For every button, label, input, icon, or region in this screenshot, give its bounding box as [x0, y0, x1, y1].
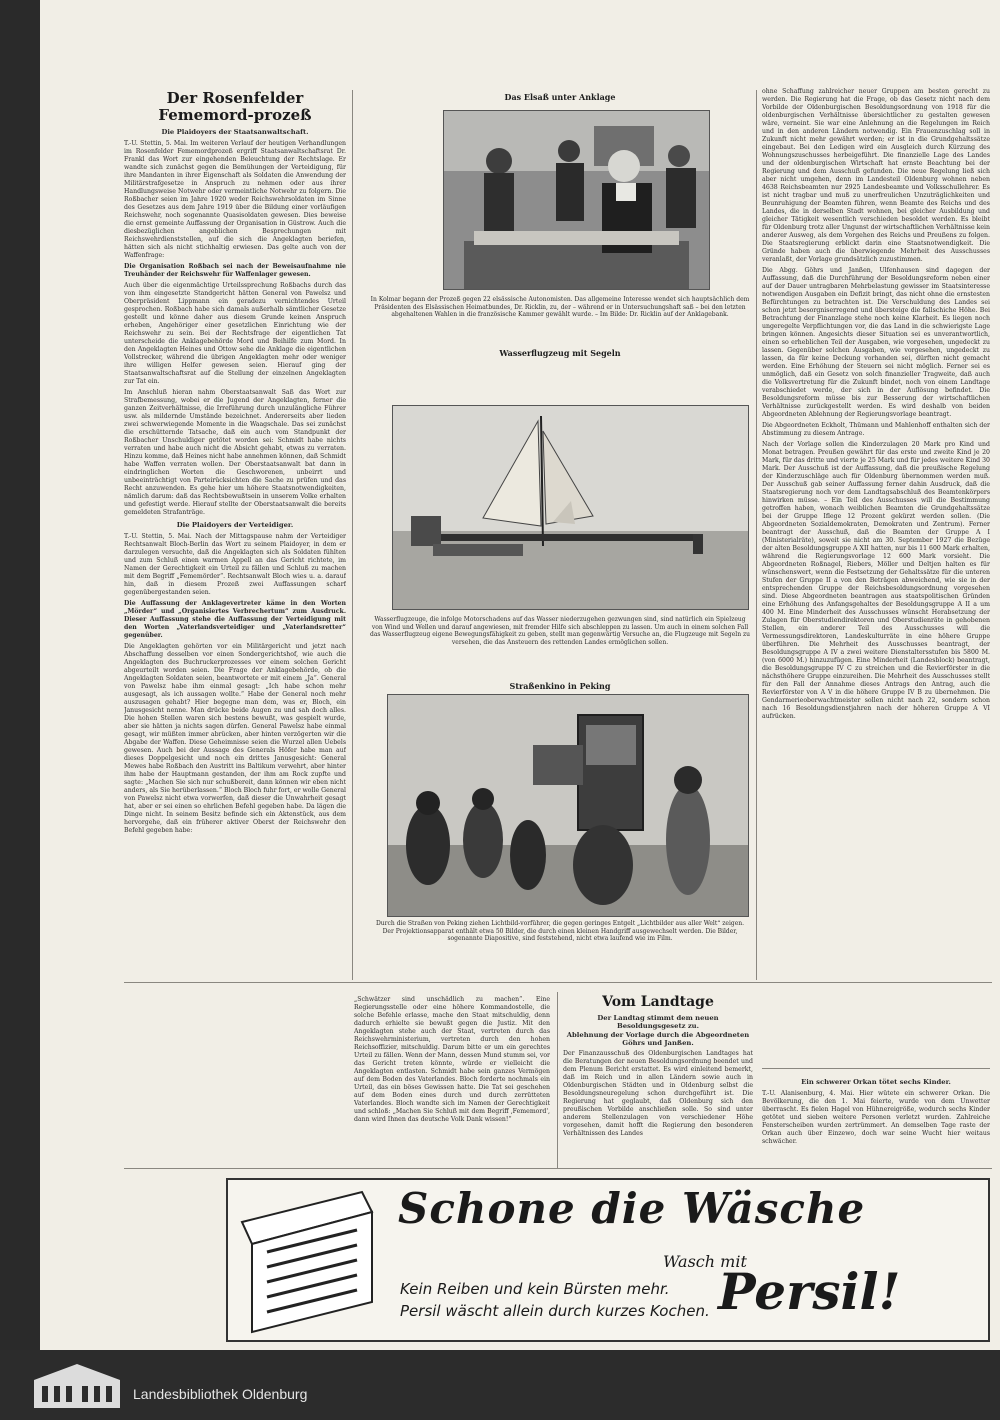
ad-headline: Schone die Wäsche [398, 1184, 866, 1233]
column-fememord [124, 90, 346, 972]
landtag-headline: Vom Landtage [602, 994, 714, 1010]
photo-caption-elsass: In Kolmar begann der Prozeß gegen 22 elsässische Autonomisten. Das allgemeine Interesse wendet sich hauptsächlich dem Präsidenten des Elsässischen Heimatbundes, Dr. Ricklin, zu, der – während er in Untersuchungshaft saß – bei den letzten abgehaltenen Wahlen in die französische Kammer gewählt wurde. – Im Bilde: Dr. Ricklin auf der Anklagebank. [370, 296, 750, 319]
photo-wasserflugzeug [392, 405, 749, 610]
fememord-continued-text: „Schwätzer sind unschädlich zu machen“. Eine Regierungsstelle oder eine höhere Kommandostelle, die solche Befehle erlasse, mache den Staat mitschuldig, denn dadurch erhielte sie bewußt gegen die Justiz. Mit den Angeklagten stehe auch der Staat, vertreten durch das Reichswehrministerium, vertreten durch den hohen Reichsoffizier, mitschuldig. Darum bitte er um ein gerechtes Urteil zu fällen. Wenn der Mann, dessen Mund stumm sei, vor das Gericht treten könnte, würde er vielleicht die Angeklagten entlasten. Schmidt habe sein ganzes Vermögen auf dem Boden des Vaterlandes. Bloch forderte nochmals ein Urteil, das ein böses Gewissen hatte. Die Tat sei geschehen auf dem Boden eines durch und durch zerrütteten Vaterlandes. Bloch wandte sich im Namen der Gerechtigkeit und schloß: „Machen Sie Schluß mit dem Begriff ,Fememord', dann wird Ihnen das deutsche Volk Dank wissen!“ [354, 996, 550, 1123]
orkan-text: T.-U. Alanisenburg, 4. Mai. Hier wütete ein schwerer Orkan. Die Bevölkerung, die den 1. Mai feierte, wurde von dem Unwetter überrascht. Es fielen Hagel von Hühnereigröße, wodurch sechs Kinder getötet und sieben weitere Personen verletzt wurden. Zahlreiche Fensterscheiben wurden zertrümmert. An demselben Tage raste der Orkan auch über Einzewo, doch war seine Wucht hier weitaus schwächer. [762, 1090, 990, 1145]
fememord-subhead-verteidiger: Die Plaidoyers der Verteidiger. [176, 521, 294, 529]
column-divider [352, 90, 353, 980]
fememord-paragraph: T.-U. Stettin, 5. Mai. Nach der Mittagspause nahm der Verteidiger Rechtsanwalt Bloch-Berlin das Wort zu seinem Plaidoyer, in dem er darzulegen versuchte, daß die Angeklagten sich als Soldaten fühlten und zum Schluß einen warmen Appell an das Gericht richtete, im Namen der Gerechtigkeit ein Urteil zu fällen und Schluß zu machen mit dem Begriff „Fememörder“. Rechtsanwalt Bloch wies u. a. darauf hin, daß in diesem Prozeß zwei Auffassungen scharf gegenübergestanden seien. [124, 533, 346, 596]
landtag-text: Der Finanzausschuß des Oldenburgischen Landtages hat die Beratungen der neuen Besoldungsordnung beendet und dem Plenum Bericht erstattet. Es wird einleitend bemerkt, daß im Reich und in allen Ländern sowie auch in Oldenburgischen Städten und in Oldenburg selbst die Besoldungsneuregelung schon durchgeführt ist. Die Regierung hat geglaubt, daß Oldenburg sich den preußischen Vorbilde anschließen solle. So sind unter anderem Stellenzulagen von verschiedener Höhe vorgesehen, damit hofft die Regierung den besonderen Verhältnissen des Landes [563, 1050, 753, 1137]
fememord-paragraph: Im Anschluß hieran nahm Oberstaatsanwalt Saß das Wort zur Strafbemessung, wobei er die Jugend der Angeklagten, ferner die ganzen Zeitverhältnisse, die Irreführung durch unzulängliche Führer usw. als mildernde Umstände bezeichnet. Andererseits aber lieden zwei schwerwiegende Momente in die Waagschale. Das sei zunächst die erschütternde Tatsache, daß ein auch vom Standpunkt der Roßbacher Unschuldiger getötet worden sei: Schmidt habe nichts verraten und habe auch nicht die Absicht gehabt, etwas zu verraten. Hinzu komme, daß Heines nicht habe annehmen können, daß Schmidt habe Waffen verraten wollen. Der Oberstaatsanwalt bat dann in eindringlichen Worten die Geschworenen, unbeirrt und unbeeinträchtigt von Parteirücksichten die Sache zu prüfen und das Recht anzuwenden. Es gehe hier um höhere Staatsnotwendigkeiten, nämlich darum: daß das Rechtsbewußtsein in unserem Volke erhalten und gefestigt werde. Hierauf stellte der Oberstaatsanwalt die bereits gemeldeten Strafanträge. [124, 389, 346, 516]
fememord-paragraph: Die Angeklagten gehörten vor ein Militärgericht und jetzt nach Abschaffung desselben vor einen Sondergerichtshof, wie auch die Angeklagten des Buchruckerprozesses vor einem solchen Gericht abgeurteilt worden seien. Die Frage der Anklagebehörde, ob die Angeklagten Soldaten seien, beantwortete er mit einem „Ja“. General von Pawelsz habe ihm einmal gesagt: „Ich habe schon mehr ausgesagt, als ich aussagen wollte.“ Habe der General noch mehr auszusagen gehabt? Hier begegne man dem, was er, Bloch, ein Janusgesicht nenne. Man drücke beide Augen zu und sah doch alles. Die hohen Stellen waren sich bestens bewußt, was gespielt wurde, aber sie hätten ja nichts sagen dürfen. General Pawelsz habe einmal gesagt, wir müßten immer abrücken, aber hinten verzögerten wir die Abgabe der Waffen. Diese Geheimnisse seien die Wurzel allen Uebels gewesen. Auch bei der Aussage des Generals Höfer habe man auf dieses Doppelgesicht und noch ein drittes Janusgesicht: General Mewes habe Roßbach den Austritt ins Baltikum verwehrt, aber hinter ihm habe der Hauptmann gestanden, der ihm am Rock zupfte und sagte: „Machen Sie sich nur schußbereit, dann können wir eben nicht anders, als Sie herüberlassen.“ Bloch Bloch fuhr fort, er wolle General von Pawelsz nicht etwa vorwerfen, daß dieser die Unwahrheit gesagt hat, aber er sei einen so ehrlichen Befehl gegeben habe. Da lägen die Dinge nicht. In seinem Besitz befinde sich ein Aktenstück, aus dem hervorgehe, daß ein früherer aktiver Oberst der Reichswehr den Befehl gegeben habe: [124, 643, 346, 834]
landtag-paragraph: Die Abgg. Göhrs und Janßen, Ulfenhausen sind dagegen der Auffassung, daß die Durchführung der Besoldungsreform neben einer auf der Dauer untragbaren Mehrbelastung gewisser im Staatsinteresse notwendigen Ausgaben ein Defizit bringt, das nicht ohne die ernstesten Befürchtungen zu betrachten ist. Die Verschuldung des Landes sei schon jetzt besorgniserregend und übersteige die fallschiche Höhe. Bei Betrachtung der Finanzlage stehe noch keine Klarheit. Es liegen noch ungeregelte Verpflichtungen vor, die das Land in die schwierigste Lage bringen können. Angesichts dieser Situation sei es unverantwortlich, einen so erheblichen Teil der Ausgaben, wie vorgesehen, ungedeckt zu lassen. Gegenüber solchen Ausgaben, wie vorgesehen, ungedeckt zu lassen, da für keine Deckung vorhanden sei, dürften nicht gemacht werden. Eine Erhöhung der Steuern sei nicht möglich. Ferner sei es unmöglich, daß ein Gesetz von solch finanzieller Tragweite, daß auch die Volksvertretung für die Zukunft bindet, noch von einem Landtage verabschiedet werde, der sich in der Auflösung befindet. Die Besoldungsreform müsse bis zur Besserung der wirtschaftlichen Verhältnisse zurückgestellt werden. Es wird deshalb von beiden Abgeordneten Ablehnung der Regierungsvorlage beantragt. [762, 267, 990, 418]
library-name: Landesbibliothek Oldenburg [133, 1386, 308, 1402]
column-divider [756, 90, 757, 980]
column-landtag [563, 994, 753, 1168]
photo-title-elsass: Das Elsaß unter Anklage [504, 92, 616, 102]
landtag-subhead-ablehnung: Ablehnung der Vorlage durch die Abgeordneten Göhrs und Janßen. [566, 1031, 750, 1047]
photo-title-wasserflugzeug: Wasserflugzeug mit Segeln [499, 348, 621, 358]
fememord-paragraph: Die Organisation Roßbach sei nach der Beweisaufnahme nie Treuhänder der Reichswehr für Waffenlager gewesen. [124, 263, 346, 278]
fememord-subhead-staatsanwalt: Die Plaidoyers der Staatsanwaltschaft. [161, 128, 309, 136]
fememord-paragraph: Auch über die eigenmächtige Urteilssprechung Roßbachs durch das von ihm eingesetzte Standgericht hätten General von Pawelsz und Oberpräsident Lippmann ein geradezu vernichtendes Urteil gesprochen. Roßbach habe sich damals außerhalb sämtlicher Gesetze gestellt und könne daher aus diesem Grunde keinen Anspruch erheben, Angehöriger einer gesetzlichen Einrichtung wie der Reichswehr zu sein. Bei der Rechtsfrage der eigentlichen Tat unterscheide die Anklagebehörde Mord und Beihilfe zum Mord. In den Angeklagten Heines und Ottow sehe die Anklage die eigentlichen Vollstrecker, während die übrigen Angeklagten mehr oder weniger ihre willigen Helfer gewesen seien. Hierauf ging der Staatsanwaltschaftsrat auf die Stellung der einzelnen Angeklagten zur Tat ein. [124, 282, 346, 385]
orkan-headline: Ein schwerer Orkan tötet sechs Kinder. [801, 1078, 951, 1086]
newspaper-page [40, 0, 1000, 1350]
ad-line-2: Persil wäscht allein durch kurzes Kochen. [400, 1302, 710, 1320]
ad-line-1: Kein Reiben und kein Bürsten mehr. [400, 1280, 670, 1298]
fememord-paragraph: Die Auffassung der Anklagevertreter käme in den Worten „Mörder“ und „Organisiertes Verbrechertum“ zum Ausdruck. Dieser Auffassung stehe die Auffassung der Verteidigung mit den Worten „Vaterlandsverteidiger und „Vaterlandsretter“ gegenüber. [124, 600, 346, 639]
ad-wasch-mit: Wasch mit [663, 1252, 747, 1271]
photo-elsass-image [444, 111, 709, 289]
photo-caption-strassenkino: Durch die Straßen von Peking ziehen Lichtbild-vorführer, die gegen geringes Entgelt „Lichtbilder aus aller Welt“ zeigen. Der Projektionsapparat enthält etwa 50 Bilder, die durch einen kleinen Handgriff ausgewechselt werden. Die Bilder, sogenannte Diapositive, sind feststehend, nicht etwa laufend wie im Film. [375, 920, 745, 943]
photo-strassenkino [387, 694, 749, 917]
horizontal-divider [762, 1068, 990, 1069]
photo-caption-wasserflugzeug: Wasserflugzeuge, die infolge Motorschadens auf das Wasser niederzugehen gezwungen sind, sind natürlich ein Spielzeug von Wind und Wellen und darauf angewiesen, mit fremder Hilfe sich abschleppen zu lassen. Um auch in einem solchen Fall das Wasserflugzeug eigene Bewegungsfähigkeit zu geben, stellt man gegenwärtig Versuche an, die Flugzeuge mit Segeln zu versehen, die das Ansteuern des rettenden Landes ermöglichen sollen. [370, 616, 750, 646]
column-landtag-continued [762, 88, 990, 773]
landtag-paragraph: ohne Schaffung zahlreicher neuer Gruppen am besten gerecht zu werden. Die Regierung hat die Frage, ob das Gesetz nicht nach dem Vorbilde der Oldenburgischen Besoldungsordnung von 1918 für die oldenburgischen Verhältnisse übersichtlicher zu gestalten gewesen wäre, verneint. Sie war eine Anlehnung an die Regelungen im Reich und in den anderen Ländern notwendig. Ein Frauenzuschlag soll in Zukunft nicht mehr gewährt werden; er ist in die Grundgehaltssätze eingebaut. Bei den Ledigen wird ein Ausgleich durch Kürzung des Wohnungszuschusses herbeigeführt. Die finanzielle Lage des Landes und der oldenburgischen Wirtschaft hat ernste Beachtung bei der Regierung und dem Ausschuß gefunden. Die neue Regelung ließ sich aber nicht umgehen, denn im Landesteil Oldenburg wohnen neben 4638 Reichsbeamten nur 2925 Landesbeamte und Volksschullehrer. Es ist nicht tragbar und muß zu unerfreulichen Unzuträglichkeiten und Beunruhigung der Beamten führen, wenn Beamte des Reichs und des Landes, die in derselben Stadt wohnen, bei gleicher Ausbildung und gleicher Tätigkeit wesentlich verschieden besoldet werden. Es bleibt für Oldenburg trotz aller Ungunst der wirtschaftlichen Verhältnisse kein anderer Ausweg, als dem Vorgehen des Reichs und Preußens zu folgen. Die Staatsregierung erblickt darin eine Staatsnotwendigkeit. Die Gründe haben auch die überwiegende Mehrheit des Ausschusses veranlaßt, der Vorlage grundsätzlich zuzustimmen. [762, 88, 990, 263]
article-orkan [762, 1078, 990, 1164]
horizontal-divider [124, 982, 992, 983]
horizontal-divider [124, 1168, 992, 1169]
column-divider [557, 992, 558, 1168]
landtag-paragraph: Nach der Vorlage sollen die Kinderzulagen 20 Mark pro Kind und Monat betragen. Preußen gewährt für das erste und zweite Kind je 20 Mark, für das dritte und vierte je 25 Mark und für jedes weitere Kind 30 Mark. Der Ausschuß ist der Auffassung, daß die preußische Regelung der Kinderzuschläge auch für Oldenburg übernommen werden muß. Der Ausschuß gab seiner Auffassung ferner dahin Ausdruck, daß die Staatsregierung noch vor dem Landtagsabschluß des Beamtenkörpers hinwirken müsse. – Ein Teil des Ausschusses will die Bestimmung getroffen haben, wonach weiblichen Beamten die Grundgehaltssätze bei der Gruppe Iflege 12 Prozent gekürzt werden sollen. (Die Abgeordneten Sozialdemokraten, Demokraten und Zentrum). Ferner beantragt der Ausschuß, daß die Beamten der Gruppe A I (Ministerialräte), soweit sie nicht am 30. September 1927 die Bezüge der alten Besoldungsgruppe A XII hatten, nur bis 11 600 Mark erhalten, während die Regierungsvorlage 12 600 Mark vorsieht. Die Abgeordneten Roßnagel, Riebers, Möller und Deltjen halten es für wünschenswert, wenn die Festsetzung der Gehaltssätze für die unteren Stufen der Gruppe II a von den Beträgen abweichend, wie sie in der entsprechenden Gruppe der Reichsbesoldungsordnung vorgesehen sind. Diese Abgeordneten beantragen aus staatspolitischen Gründen eine Erhöhung des Anfangsgehaltes der Besoldungsgruppe A II a um 400 M. Eine Minderheit des Ausschusses wünscht Herabsetzung der Zulagen für Oberstudiendirektoren und Oberstudienräte in gehobenen Stellen, ein anderer Teil des Ausschusses will die Vermessungsdirektoren, Landeskulturräte in eine höhere Gruppe überführen. Die Mehrheit des Ausschusses beantragt, der Besoldungsgruppe A IV a zwei weitere Dienstaltersstufen bis 5800 M. (von 6000 M.) hinzuzufügen. Eine Minderheit (Landesblock) beantragt, die Besoldungsgruppe IV C zu streichen und die Revierförster in die nächsthöhere Gruppe einzureihen. Die Mehrheit des Ausschusses stellt für den Fall der Annahme dieses Antrags den Antrag, auch die Revierförster von A V in die höhere Gruppe IV B zu übernehmen. Die Gendarmerieoberwachtmeister sollen nicht nach 22, sondern schon nach 16 Besoldungsdienstjahren nach der höheren Gruppe A VI aufrücken. [762, 441, 990, 720]
landtag-paragraph: Die Abgeordneten Eckholt, Thümann und Mahlenhoff enthalten sich der Abstimmung zu diesem Antrage. [762, 422, 990, 437]
fememord-paragraph: T.-U. Stettin, 5. Mai. Im weiteren Verlauf der heutigen Verhandlungen im Rosenfelder Fememordprozeß ergriff Staatsanwaltschaftsrat Dr. Frankl das Wort zur eingehenden Beleuchtung der Rechtslage. Er wandte sich zunächst gegen die Bemühungen der Verteidigung, für ihre Mandanten in ihrer Eigenschaft als Soldaten die Anwendung der Militärstrafgesetze in Anspruch zu nehmen oder aus ihrer Handlungsweise Notwehr oder vermeintliche Notwehr zu folgern. Die Roßbacher seien im Jahre 1920 weder Reichswehrsoldaten im Sinne des Gesetzes aus dem Jahre 1919 über die Bildung einer vorläufigen Reichswehr, noch sogenannte Quasisoldaten gewesen. Dies beweise die ernst gemeinte Auffassung der Organisation in Güstrow. Auch die diesbezüglichen angeblichen Besprechungen mit Reichswehrdienststellen, auf die sich die Angeklagten beriefen, hätten sich als nicht stichhaltig erwiesen. Das gelte auch von der Waffenfrage: [124, 140, 346, 259]
photo-strassenkino-image [388, 695, 748, 916]
photo-title-strassenkino: Straßenkino in Peking [509, 681, 611, 691]
laundry-illustration [232, 1182, 382, 1338]
fememord-headline: Der Rosenfelder Fememord-prozeß [158, 90, 312, 124]
library-footer [0, 1350, 1000, 1420]
photo-wasserflugzeug-image [393, 406, 748, 609]
persil-advertisement [226, 1178, 990, 1342]
landtag-subhead: Der Landtag stimmt dem neuen Besoldungsgesetz zu. [597, 1014, 719, 1030]
column-fememord-continued [354, 996, 550, 1168]
library-building-icon [32, 1360, 122, 1410]
ad-brand-persil: Persil! [718, 1262, 901, 1321]
photo-elsass [443, 110, 710, 290]
